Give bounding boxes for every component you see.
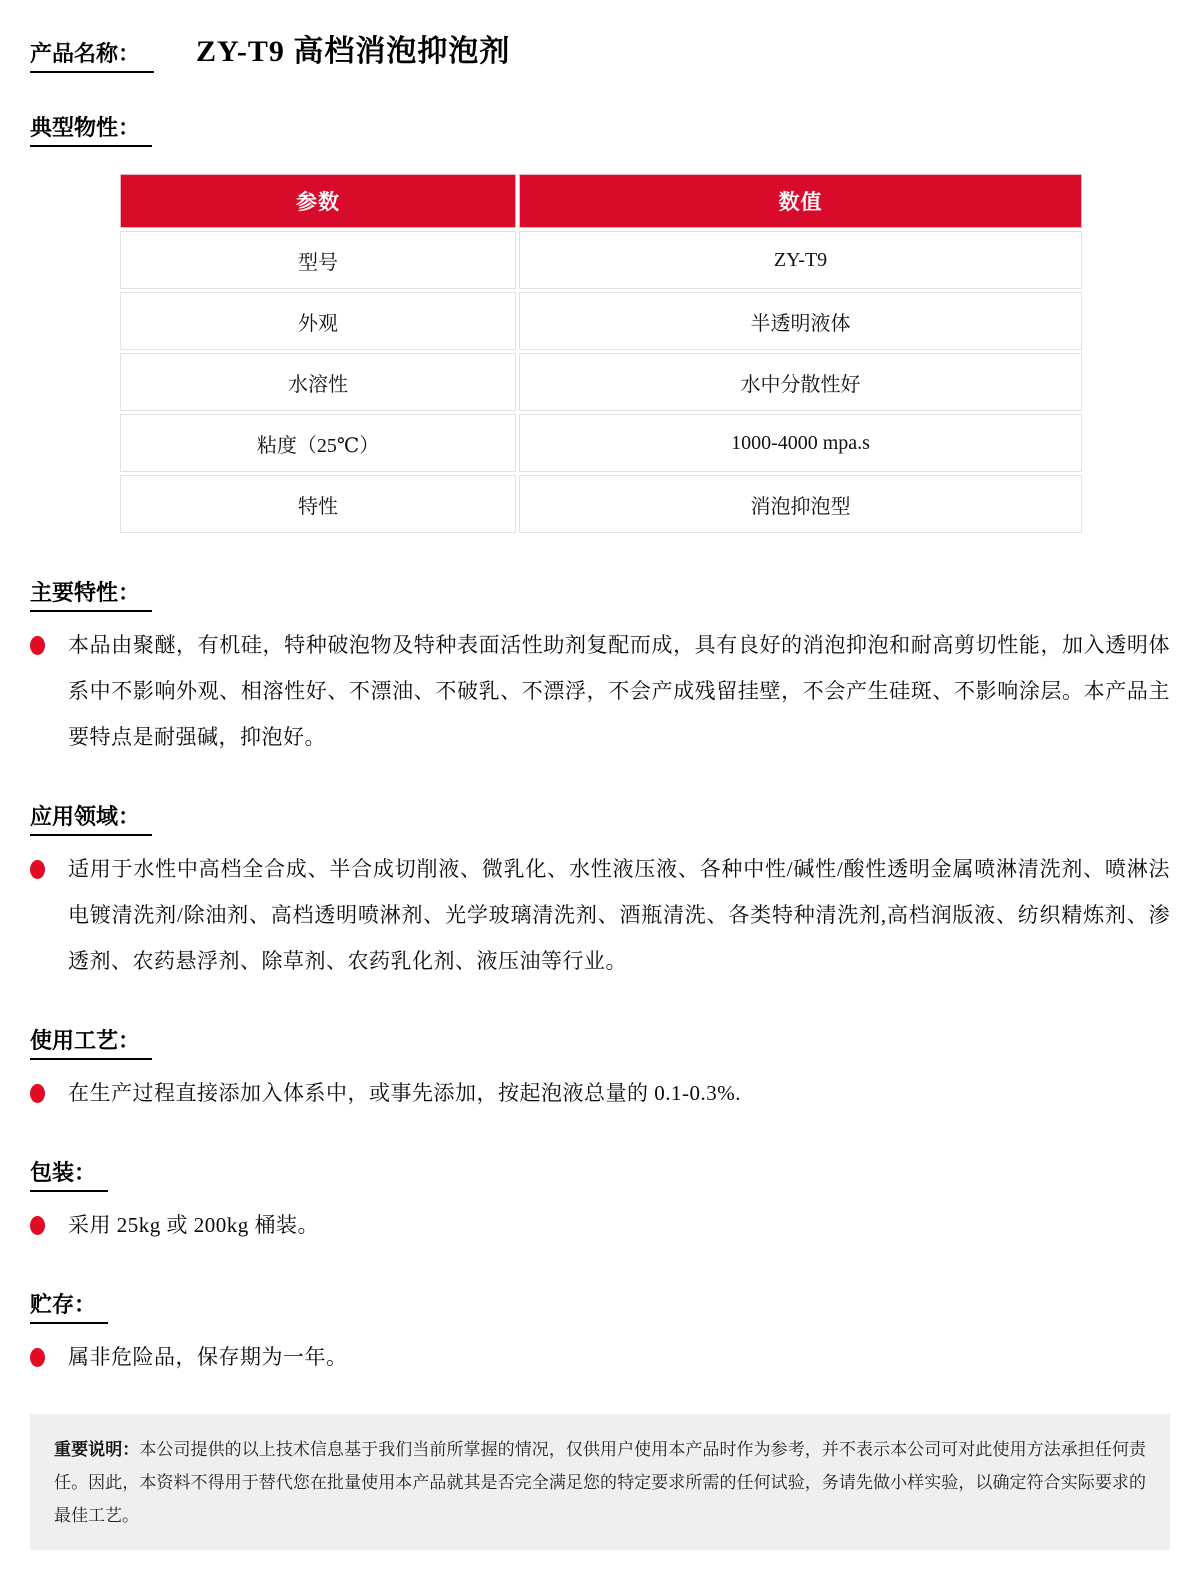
important-note — [30, 1414, 1170, 1550]
table-header-param: 参数 — [120, 174, 516, 228]
table-row — [120, 414, 1082, 472]
table-cell-value: 半透明液体 — [519, 292, 1082, 350]
table-header-row — [120, 174, 1082, 228]
section-features — [30, 576, 1170, 760]
table-header-value: 数值 — [519, 174, 1082, 228]
list-item — [30, 1202, 1170, 1248]
list-item — [30, 1070, 1170, 1116]
important-note-label: 重要说明： — [54, 1440, 140, 1459]
features-heading: 主要特性： — [30, 576, 152, 612]
bullet-icon — [30, 636, 45, 655]
section-properties — [30, 73, 1170, 536]
bullet-icon — [30, 1084, 45, 1103]
usage-heading: 使用工艺： — [30, 1024, 152, 1060]
section-packaging — [30, 1156, 1170, 1248]
list-item — [30, 1334, 1170, 1380]
usage-text: 在生产过程直接添加入体系中，或事先添加，按起泡液总量的 0.1-0.3%. — [68, 1081, 741, 1105]
bullet-icon — [30, 1216, 45, 1235]
applications-heading: 应用领域： — [30, 800, 152, 836]
page-title: ZY-T9 高档消泡抑泡剂 — [196, 35, 511, 68]
storage-text: 属非危险品，保存期为一年。 — [68, 1345, 348, 1369]
table-row — [120, 353, 1082, 411]
product-name-label: 产品名称： — [30, 37, 154, 73]
bullet-icon — [30, 860, 45, 879]
table-cell-value: 消泡抑泡型 — [519, 475, 1082, 533]
section-storage — [30, 1288, 1170, 1380]
packaging-heading: 包装： — [30, 1156, 108, 1192]
table-row — [120, 475, 1082, 533]
table-row — [120, 231, 1082, 289]
document-header — [30, 26, 1170, 73]
list-item — [30, 622, 1170, 760]
features-text: 本品由聚醚，有机硅，特种破泡物及特种表面活性助剂复配而成，具有良好的消泡抑泡和耐高剪切性能，加入透明体系中不影响外观、相溶性好、不漂油、不破乳、不漂浮，不会产成残留挂壁，不会产生硅斑、不影响涂层。本产品主要特点是耐强碱，抑泡好。 — [68, 633, 1170, 749]
table-cell-param: 粘度（25℃） — [120, 414, 516, 472]
table-cell-param: 水溶性 — [120, 353, 516, 411]
table-cell-value: 1000-4000 mpa.s — [519, 414, 1082, 472]
table-row — [120, 292, 1082, 350]
table-cell-value: 水中分散性好 — [519, 353, 1082, 411]
properties-table-wrap — [117, 171, 1085, 536]
table-cell-param: 外观 — [120, 292, 516, 350]
applications-text: 适用于水性中高档全合成、半合成切削液、微乳化、水性液压液、各种中性/碱性/酸性透明金属喷淋清洗剂、喷淋法电镀清洗剂/除油剂、高档透明喷淋剂、光学玻璃清洗剂、酒瓶清洗、各类特种清洗剂,高档润版液、纺织精炼剂、渗透剂、农药悬浮剂、除草剂、农药乳化剂、液压油等行业。 — [68, 857, 1170, 973]
table-cell-param: 型号 — [120, 231, 516, 289]
section-usage — [30, 1024, 1170, 1116]
bullet-icon — [30, 1348, 45, 1367]
properties-heading: 典型物性： — [30, 111, 152, 147]
properties-table — [117, 171, 1085, 536]
storage-heading: 贮存： — [30, 1288, 108, 1324]
table-cell-value: ZY-T9 — [519, 231, 1082, 289]
section-applications — [30, 800, 1170, 984]
important-note-text: 本公司提供的以上技术信息基于我们当前所掌握的情况，仅供用户使用本产品时作为参考，并不表示本公司可对此使用方法承担任何责任。因此，本资料不得用于替代您在批量使用本产品就其是否完全满足您的特定要求所需的任何试验，务请先做小样实验，以确定符合实际要求的最佳工艺。 — [54, 1440, 1147, 1525]
list-item — [30, 846, 1170, 984]
table-cell-param: 特性 — [120, 475, 516, 533]
packaging-text: 采用 25kg 或 200kg 桶装。 — [68, 1213, 319, 1237]
